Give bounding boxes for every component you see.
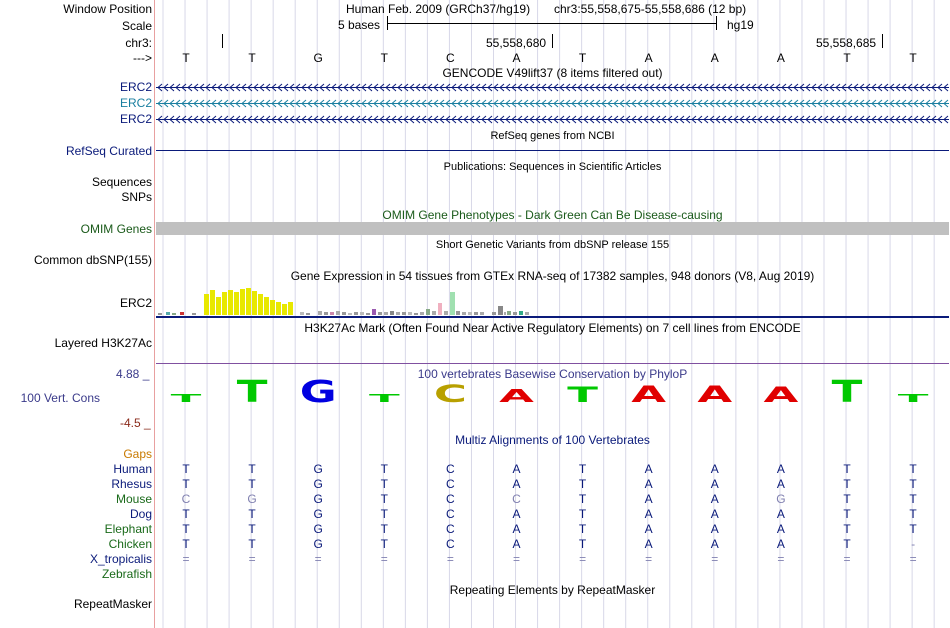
repeatmasker-track-title[interactable]: Repeating Elements by RepeatMasker: [449, 583, 656, 597]
multiz-gaps-label[interactable]: Gaps: [123, 447, 152, 461]
cons-logo-letter: T: [236, 376, 268, 410]
multiz-base: T: [909, 462, 917, 476]
multiz-base: A: [512, 537, 521, 551]
assembly-text: Human Feb. 2009 (GRCh37/hg19): [346, 2, 531, 16]
multiz-base: T: [182, 522, 190, 536]
multiz-base: =: [843, 552, 851, 566]
multiz-base: T: [909, 507, 917, 521]
multiz-base: G: [313, 507, 323, 521]
gtex-expression-bars-extra[interactable]: [506, 284, 536, 317]
gencode-track-title[interactable]: GENCODE V49lift37 (8 items filtered out): [442, 66, 663, 80]
omim-genes-label[interactable]: OMIM Genes: [80, 222, 152, 236]
dbsnp-label[interactable]: Common dbSNP(155): [33, 253, 152, 267]
ruler-base: A: [710, 51, 719, 65]
scale-db: hg19: [727, 18, 754, 32]
multiz-base: C: [446, 477, 455, 491]
gtex-baseline: [156, 316, 949, 318]
gencode-item-label-3[interactable]: ERC2: [119, 112, 152, 126]
scale-label[interactable]: Scale: [121, 19, 152, 33]
multiz-base: G: [313, 492, 323, 506]
multiz-base: G: [313, 462, 323, 476]
multiz-base: C: [446, 507, 455, 521]
multiz-base: =: [182, 552, 190, 566]
position-text: chr3:55,558,675-55,558,686 (12 bp): [554, 2, 747, 16]
cons-logo-letter: T: [170, 392, 202, 405]
multiz-track-title[interactable]: Multiz Alignments of 100 Vertebrates: [455, 433, 650, 447]
multiz-base: T: [380, 492, 388, 506]
multiz-base: A: [512, 477, 521, 491]
h3k27ac-label[interactable]: Layered H3K27Ac: [54, 336, 152, 350]
multiz-base: T: [248, 462, 256, 476]
multiz-base: T: [843, 462, 851, 476]
multiz-base: T: [380, 537, 388, 551]
cons-min-label: -4.5 _: [120, 416, 151, 430]
chrom-label[interactable]: chr3:: [125, 36, 152, 50]
multiz-base: T: [380, 462, 388, 476]
gencode-item-label-2[interactable]: ERC2: [119, 96, 152, 110]
multiz-base: A: [776, 462, 785, 476]
multiz-species-label[interactable]: Dog: [129, 507, 152, 521]
multiz-species-label[interactable]: Rhesus: [111, 477, 152, 491]
multiz-base: G: [247, 492, 257, 506]
multiz-base: A: [710, 537, 719, 551]
multiz-base: T: [909, 522, 917, 536]
multiz-base: C: [446, 492, 455, 506]
cons-logo-letter: C: [433, 380, 467, 408]
multiz-base: A: [512, 462, 521, 476]
multiz-base: T: [248, 477, 256, 491]
multiz-base: G: [776, 492, 786, 506]
multiz-base: A: [710, 507, 719, 521]
publications-label-snps[interactable]: SNPs: [121, 190, 152, 204]
multiz-base: T: [380, 522, 388, 536]
multiz-base: T: [578, 522, 587, 536]
multiz-base: =: [446, 552, 454, 566]
multiz-species-label[interactable]: Mouse: [115, 492, 152, 506]
cons-logo-letter: A: [763, 382, 799, 408]
ruler-base: T: [248, 51, 256, 65]
cons-logo-letter: T: [368, 392, 400, 405]
multiz-base: =: [909, 552, 917, 566]
ruler-base: T: [380, 51, 388, 65]
label-separator: [154, 0, 155, 628]
multiz-base: =: [579, 552, 587, 566]
ruler-base: T: [909, 51, 917, 65]
gencode-item-label-1[interactable]: ERC2: [119, 80, 152, 94]
multiz-base: T: [843, 507, 851, 521]
ruler-base: A: [644, 51, 653, 65]
coord-tick-1: [552, 34, 553, 48]
multiz-base: T: [182, 477, 190, 491]
multiz-base: =: [777, 552, 785, 566]
cons-logo-letter: T: [831, 376, 863, 410]
multiz-base: A: [644, 537, 653, 551]
gencode-transcript-2[interactable]: [156, 99, 949, 108]
h3k27ac-track-title[interactable]: H3K27Ac Mark (Often Found Near Active Regulatory Elements) on 7 cell lines from ENCODE: [304, 321, 801, 335]
multiz-base: G: [313, 522, 323, 536]
coord-label-1: 55,558,680: [486, 36, 547, 50]
cons-track-label[interactable]: 100 Vert. Cons: [20, 391, 100, 405]
window-position-label[interactable]: Window Position: [63, 2, 152, 16]
multiz-base: C: [446, 537, 455, 551]
omim-track-title[interactable]: OMIM Gene Phenotypes - Dark Green Can Be Disease-causing: [382, 208, 723, 222]
multiz-base: T: [248, 537, 256, 551]
multiz-species-label[interactable]: Human: [113, 462, 152, 476]
multiz-base: T: [182, 507, 190, 521]
gtex-track-title[interactable]: Gene Expression in 54 tissues from GTEx RNA-seq of 17382 samples, 948 donors (V8, Aug 2019): [290, 269, 815, 283]
coord-tick-start: [222, 34, 223, 48]
multiz-base: T: [909, 492, 917, 506]
cons-logo-letter: A: [697, 381, 733, 408]
ruler-base: T: [843, 51, 851, 65]
multiz-base: -: [911, 537, 916, 551]
gtex-expression-bars[interactable]: [156, 284, 506, 317]
multiz-base: =: [314, 552, 322, 566]
multiz-base: T: [578, 477, 587, 491]
multiz-base: G: [313, 477, 323, 491]
coord-tick-2: [882, 34, 883, 48]
multiz-base: C: [446, 462, 455, 476]
multiz-base: C: [512, 492, 521, 506]
multiz-base: =: [248, 552, 256, 566]
refseq-track-title[interactable]: RefSeq genes from NCBI: [490, 130, 615, 142]
cons-logo-letter: A: [631, 381, 667, 408]
multiz-base: T: [578, 537, 587, 551]
multiz-base: A: [644, 477, 653, 491]
multiz-base: T: [578, 507, 587, 521]
multiz-base: A: [512, 522, 521, 536]
dbsnp-track-title[interactable]: Short Genetic Variants from dbSNP release 155: [435, 239, 670, 251]
multiz-base: A: [644, 507, 653, 521]
multiz-base: T: [380, 477, 388, 491]
publications-label-sequences[interactable]: Sequences: [91, 175, 152, 189]
multiz-base: =: [380, 552, 388, 566]
multiz-base: A: [644, 492, 653, 506]
multiz-base: A: [776, 537, 785, 551]
cons-max-label: 4.88 _: [116, 367, 150, 381]
cons-logo-letter: A: [499, 385, 534, 407]
cons-logo-letter: T: [897, 392, 929, 405]
multiz-base: C: [446, 522, 455, 536]
multiz-base: T: [248, 507, 256, 521]
multiz-base: A: [710, 522, 719, 536]
multiz-base: T: [843, 522, 851, 536]
multiz-base: T: [578, 462, 587, 476]
multiz-base: T: [248, 522, 256, 536]
multiz-base: =: [512, 552, 520, 566]
multiz-species-label[interactable]: Elephant: [104, 522, 152, 536]
multiz-base: A: [710, 492, 719, 506]
multiz-base: A: [776, 477, 785, 491]
ruler-base: T: [182, 51, 190, 65]
cons-logo-letter: G: [299, 376, 337, 410]
multiz-base: T: [843, 537, 851, 551]
multiz-base: T: [578, 492, 587, 506]
multiz-base: A: [710, 462, 719, 476]
multiz-species-label[interactable]: Chicken: [108, 537, 152, 551]
multiz-species-label[interactable]: X_tropicalis: [89, 552, 152, 566]
scale-text: 5 bases: [338, 18, 381, 32]
multiz-base: A: [644, 522, 653, 536]
ruler-base: G: [313, 51, 323, 65]
multiz-base: G: [313, 537, 323, 551]
strand-label[interactable]: --->: [133, 51, 152, 65]
coord-label-2: 55,558,685: [816, 36, 877, 50]
multiz-base: T: [182, 462, 190, 476]
multiz-base: T: [843, 492, 851, 506]
scale-bar: [387, 16, 717, 30]
gtex-gene-label[interactable]: ERC2: [119, 296, 152, 310]
omim-phenotype-bar[interactable]: [156, 222, 949, 235]
refseq-curated-label[interactable]: RefSeq Curated: [65, 144, 152, 158]
cons-sequence-logo[interactable]: [155, 376, 950, 416]
cons-logo-letter: T: [567, 382, 598, 408]
ruler-base: A: [776, 51, 785, 65]
gencode-transcript-1[interactable]: [156, 83, 949, 92]
multiz-base: T: [909, 477, 917, 491]
h3k27ac-baseline: [156, 363, 949, 364]
multiz-base: A: [710, 477, 719, 491]
multiz-base: =: [711, 552, 719, 566]
multiz-species-label[interactable]: Zebrafish: [101, 567, 152, 581]
multiz-base: T: [380, 507, 388, 521]
repeatmasker-label[interactable]: RepeatMasker: [73, 597, 152, 611]
ruler-base: A: [512, 51, 521, 65]
refseq-gene-line[interactable]: [156, 150, 949, 151]
ruler-base: T: [578, 51, 587, 65]
multiz-base: T: [843, 477, 851, 491]
gencode-transcript-3[interactable]: [156, 115, 949, 124]
multiz-base: A: [776, 522, 785, 536]
multiz-base: =: [645, 552, 653, 566]
multiz-base: C: [181, 492, 191, 506]
multiz-base: T: [182, 537, 190, 551]
multiz-base: A: [644, 462, 653, 476]
multiz-base: A: [512, 507, 521, 521]
multiz-base: A: [776, 507, 785, 521]
cons-track-title[interactable]: 100 vertebrates Basewise Conservation by PhyloP: [417, 367, 688, 381]
ruler-base: C: [446, 51, 455, 65]
publications-track-title[interactable]: Publications: Sequences in Scientific Articles: [443, 161, 662, 173]
